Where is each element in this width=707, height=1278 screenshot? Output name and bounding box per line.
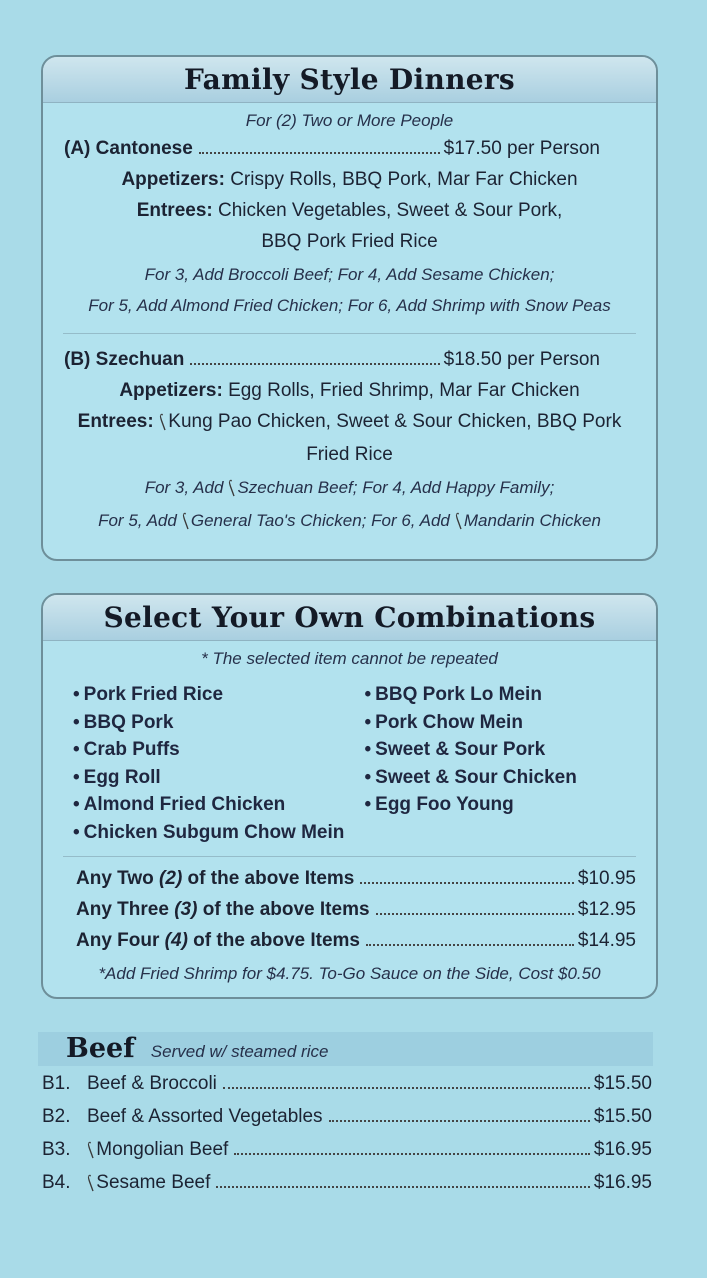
label-text: of the above Items (182, 868, 355, 889)
label-text: Any Four (76, 930, 165, 951)
combo-price-row (76, 863, 636, 894)
note-text: For 3, Add (144, 478, 229, 497)
item-name (84, 1166, 211, 1201)
bullet: • (73, 821, 80, 843)
beef-subtitle: Served w/ steamed rice (150, 1042, 329, 1061)
combo-column-right (365, 681, 657, 846)
bullet: • (73, 711, 80, 733)
section-title: Select Your Own Combinations (43, 595, 656, 641)
item-price: $15.50 (593, 1073, 652, 1094)
item-name (87, 1067, 217, 1100)
label-count: (2) (159, 868, 183, 889)
combo-item-label: Sweet & Sour Chicken (375, 766, 577, 788)
chili-pepper-icon: ⌠ (156, 414, 169, 432)
chili-pepper-icon: ⌠ (451, 513, 465, 531)
item-code: B4. (42, 1172, 71, 1193)
dinner-a-name: (A) Cantonese (64, 138, 193, 159)
bullet: • (364, 711, 372, 733)
bullet: • (73, 794, 80, 815)
note-text: Mandarin Chicken (463, 511, 601, 530)
combo-price-label (76, 863, 354, 894)
combo-item (365, 736, 657, 764)
combinations-section (41, 593, 658, 999)
leader-dots (223, 1087, 590, 1089)
bullet: • (364, 684, 372, 705)
item-name (84, 1133, 229, 1168)
dinner-b-entrees (43, 406, 656, 439)
combo-item-label: BBQ Pork Lo Mein (375, 684, 542, 705)
combo-item (365, 709, 657, 737)
dinner-a-entrees-cont: BBQ Pork Fried Rice (261, 231, 438, 252)
combo-footnote: *Add Fried Shrimp for $4.75. To-Go Sauce on the Side, Cost $0.50 (98, 964, 601, 983)
chili-pepper-icon: ⌠ (84, 1142, 97, 1160)
item-name (87, 1100, 323, 1133)
dinner-b-row (64, 344, 600, 375)
bullet: • (73, 739, 80, 760)
item-name-text: Mongolian Beef (96, 1139, 229, 1160)
combo-price: $14.95 (577, 930, 636, 951)
label-count: (4) (164, 930, 188, 951)
dinner-a-price: $17.50 per Person (443, 138, 600, 159)
combo-price: $12.95 (577, 899, 636, 920)
bullet: • (73, 766, 80, 788)
combo-price: $10.95 (577, 868, 636, 889)
bullet: • (364, 739, 372, 760)
label-text: Any Three (76, 899, 175, 920)
section-title: Family Style Dinners (43, 57, 656, 103)
label-text: of the above Items (197, 899, 370, 920)
dinner-b-name: (B) Szechuan (64, 349, 185, 370)
divider (63, 856, 636, 857)
item-code: B1. (42, 1073, 71, 1094)
dinner-b-note-1 (43, 472, 656, 505)
bullet: • (73, 684, 80, 705)
combo-column-left (73, 681, 365, 846)
combo-price-label (76, 925, 360, 956)
combo-price-list (43, 863, 656, 956)
entrees-label: Entrees: (77, 411, 154, 432)
combo-item-label: BBQ Pork (83, 711, 174, 733)
item-price: $16.95 (593, 1139, 652, 1160)
leader-dots (360, 882, 573, 884)
combo-item (365, 791, 657, 819)
leader-dots (329, 1120, 590, 1122)
leader-dots (376, 913, 574, 915)
divider (63, 333, 636, 334)
dinner-a-row (64, 133, 600, 164)
bullet: • (364, 766, 372, 788)
combo-item (73, 681, 365, 709)
combo-item-label: Sweet & Sour Pork (375, 739, 546, 760)
leader-dots (234, 1153, 590, 1155)
combo-price-row (76, 925, 636, 956)
combo-price-row (76, 894, 636, 925)
beef-menu-item (42, 1100, 652, 1133)
combo-item (73, 736, 365, 764)
leader-dots (199, 152, 440, 154)
dinner-b-note-2 (43, 505, 656, 538)
label-text: of the above Items (187, 930, 361, 951)
leader-dots (190, 363, 439, 365)
beef-menu-item (42, 1067, 652, 1100)
entrees-text: Chicken Vegetables, Sweet & Sour Pork, (218, 200, 563, 221)
item-name-text: Beef & Broccoli (87, 1073, 217, 1094)
chili-pepper-icon: ⌠ (84, 1175, 97, 1193)
dinner-a-note-1: For 3, Add Broccoli Beef; For 4, Add Sesame Chicken; (144, 265, 555, 284)
note-text: General Tao's Chicken; For 6, Add (190, 511, 455, 530)
item-name-text: Sesame Beef (96, 1172, 211, 1193)
section-subtitle: For (2) Two or More People (245, 111, 454, 130)
beef-menu-item (42, 1166, 652, 1199)
dinner-b-entrees-cont: Fried Rice (306, 444, 393, 465)
dinner-a-appetizers (43, 164, 656, 195)
entrees-text: Kung Pao Chicken, Sweet & Sour Chicken, BBQ Pork (168, 411, 622, 432)
beef-title: Beef (66, 1033, 135, 1064)
item-code: B3. (42, 1139, 71, 1160)
chili-pepper-icon: ⌠ (225, 480, 238, 498)
dinner-b-appetizers (43, 375, 656, 406)
note-text: Szechuan Beef; For 4, Add Happy Family; (237, 478, 555, 497)
combo-item-label: Pork Chow Mein (375, 711, 523, 733)
label-count: (3) (174, 899, 198, 920)
item-price: $15.50 (593, 1106, 652, 1127)
combo-item-label: Egg Roll (83, 766, 161, 788)
beef-menu-item (42, 1133, 652, 1166)
label-text: Any Two (76, 868, 160, 889)
appetizers-text: Crispy Rolls, BBQ Pork, Mar Far Chicken (230, 169, 578, 190)
combo-item-label: Crab Puffs (83, 739, 180, 760)
item-price: $16.95 (593, 1172, 652, 1193)
combo-price-label (76, 894, 370, 925)
section-subtitle: * The selected item cannot be repeated (201, 649, 498, 668)
bullet: • (364, 794, 372, 815)
combo-item (73, 709, 365, 737)
entrees-label: Entrees: (136, 200, 213, 221)
appetizers-text: Egg Rolls, Fried Shrimp, Mar Far Chicken (228, 380, 580, 401)
leader-dots (366, 944, 574, 946)
appetizers-label: Appetizers: (121, 169, 225, 190)
dinner-a-note-2: For 5, Add Almond Fried Chicken; For 6, Add Shrimp with Snow Peas (88, 296, 611, 315)
combo-item (73, 791, 365, 819)
beef-menu-list (42, 1067, 652, 1199)
leader-dots (216, 1186, 590, 1188)
appetizers-label: Appetizers: (119, 380, 223, 401)
combo-item (73, 764, 365, 792)
combo-item-label: Almond Fried Chicken (83, 794, 286, 815)
item-name-text: Beef & Assorted Vegetables (87, 1106, 323, 1127)
combo-item (73, 819, 365, 847)
beef-header (38, 1032, 653, 1066)
note-text: For 5, Add (98, 511, 182, 530)
combo-item-label: Chicken Subgum Chow Mein (83, 821, 345, 843)
combo-item-label: Pork Fried Rice (83, 684, 224, 705)
item-code: B2. (42, 1106, 71, 1127)
combo-item-label: Egg Foo Young (375, 794, 514, 815)
combo-item (365, 681, 657, 709)
dinner-a-entrees (43, 195, 656, 226)
dinner-b-price: $18.50 per Person (443, 349, 600, 370)
chili-pepper-icon: ⌠ (178, 513, 192, 531)
combo-item (365, 764, 657, 792)
combo-item-list (43, 681, 656, 846)
family-style-section (41, 55, 658, 561)
